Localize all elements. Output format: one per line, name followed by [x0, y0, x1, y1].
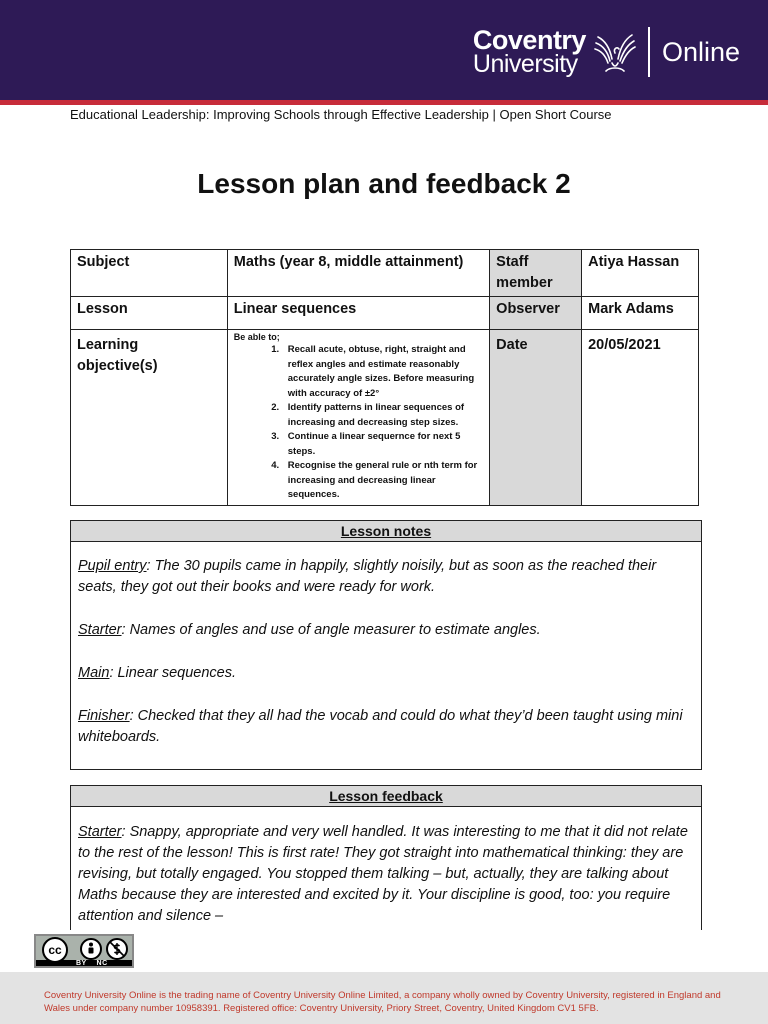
date-label: Date — [490, 330, 582, 506]
lesson-feedback-heading: Lesson feedback — [71, 786, 701, 807]
feedback-starter — [78, 822, 694, 927]
lesson-label: Lesson — [71, 297, 228, 330]
note-label: Finisher — [78, 708, 130, 724]
note-finisher — [78, 706, 694, 748]
lesson-value: Linear sequences — [227, 297, 489, 330]
note-label: Starter — [78, 622, 122, 638]
list-item: 3. Continue a linear sequernce for next 5 steps. — [282, 430, 483, 459]
page-title: Lesson plan and feedback 2 — [197, 168, 571, 199]
objectives-intro: Be able to; — [233, 332, 280, 342]
lesson-feedback-panel — [70, 785, 702, 930]
list-item: 4. Recognise the general rule or nth term for increasing and decreasing linear sequences. — [282, 459, 483, 503]
logo-line2: University — [472, 50, 578, 78]
note-main — [78, 663, 694, 684]
table-row — [71, 330, 699, 506]
phoenix-icon — [592, 27, 638, 77]
note-text: : The 30 pupils came in happily, slightly noisily, but as soon as the reached their seats, they got out their books and were ready for work. — [78, 558, 657, 595]
lesson-notes-body — [71, 542, 701, 748]
attribution-icon — [80, 938, 102, 960]
header-accent-strip — [0, 100, 768, 105]
note-starter — [78, 620, 694, 641]
lesson-info-table — [70, 249, 699, 506]
noncommercial-icon — [106, 938, 128, 960]
subject-label: Subject — [71, 250, 228, 297]
logo-divider — [648, 27, 650, 77]
note-text: : Names of angles and use of angle measurer to estimate angles. — [121, 622, 541, 638]
objectives-cell — [227, 330, 489, 506]
coventry-university-online-logo — [473, 22, 740, 82]
note-pupil-entry — [78, 556, 694, 598]
table-row — [71, 250, 699, 297]
date-value: 20/05/2021 — [582, 330, 699, 506]
staff-value: Atiya Hassan — [582, 250, 699, 297]
table-row — [71, 297, 699, 330]
license-nc: NC — [96, 960, 108, 967]
observer-label: Observer — [490, 297, 582, 330]
objective-label: Learning objective(s) — [71, 330, 228, 506]
page-footer — [0, 972, 768, 1024]
lesson-notes-heading: Lesson notes — [71, 521, 701, 542]
license-labels — [76, 960, 108, 967]
logo-wordmark — [473, 27, 586, 77]
cc-icon: cc — [42, 937, 68, 963]
note-text: : Checked that they all had the vocab and could do what they’d been taught using mini whiteboards. — [78, 708, 683, 745]
lesson-notes-panel — [70, 520, 702, 770]
objectives-list — [234, 343, 483, 503]
list-item: 2. Identify patterns in linear sequences of increasing and decreasing step sizes. — [282, 401, 483, 430]
note-label: Main — [78, 665, 110, 681]
note-text: : Linear sequences. — [109, 665, 236, 681]
subject-value: Maths (year 8, middle attainment) — [227, 250, 489, 297]
cc-by-nc-license-badge — [34, 934, 134, 968]
no-dollar-icon — [108, 940, 126, 958]
observer-value: Mark Adams — [582, 297, 699, 330]
lesson-feedback-body — [71, 807, 701, 927]
feedback-text: : Snappy, appropriate and very well handled. It was interesting to me that it did not relate to the rest of the lesson! This is first rate! They got straight into mathematical thinking: they are revising, but totally engaged. You stopped them talking – but, actually, they are talking about Maths because they are interested and excited by it. Your discipline is good, too: you require attention and silence – — [78, 824, 688, 924]
staff-label: Staff member — [490, 250, 582, 297]
page-header — [0, 0, 768, 100]
course-title-line: Educational Leadership: Improving Schools through Effective Leadership | Open Short Course — [70, 107, 612, 122]
logo-line1: Coventry — [472, 25, 586, 55]
person-icon — [82, 940, 100, 958]
feedback-label: Starter — [78, 824, 122, 840]
license-by: BY — [76, 960, 87, 967]
logo-online: Online — [661, 36, 740, 67]
footer-legal-text: Coventry University Online is the trading name of Coventry University Online Limited, a company wholly owned by Coventry University, registered in England and Wales under company number 10958391. Registered office: Coventry University, Priory Street, Coventry, United Kingdom CV1 5FB. — [44, 990, 721, 1014]
list-item: 1. Recall acute, obtuse, right, straight and reflex angles and estimate reasonably accurately angle sizes. Before measuring with accuracy of ±2° — [282, 343, 483, 401]
note-label: Pupil entry — [78, 558, 147, 574]
